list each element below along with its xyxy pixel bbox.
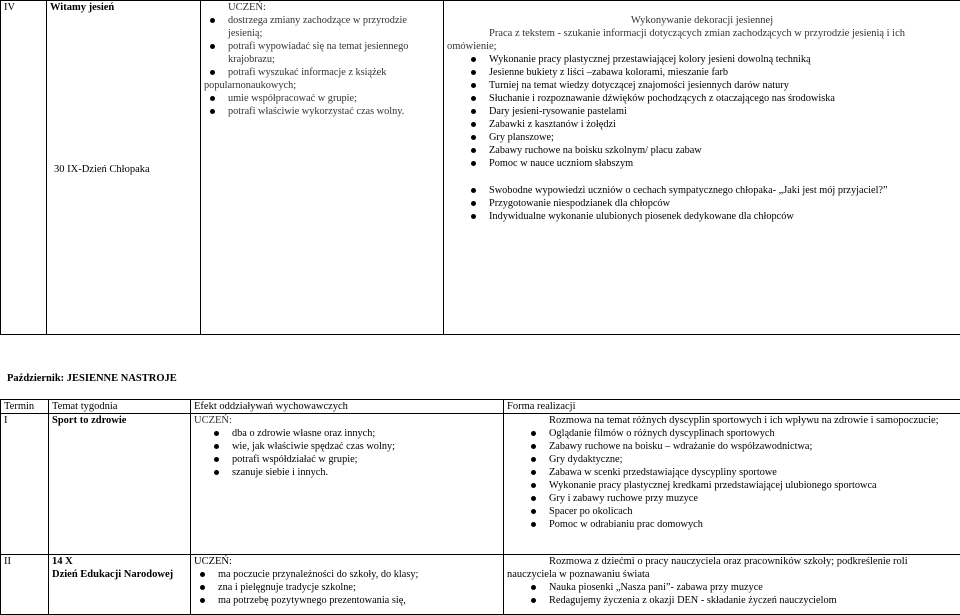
form-item: Zabawy ruchowe na boisku – wdrażanie do współzawodnictwa; [525, 440, 957, 453]
table-row [1, 555, 960, 615]
form-item: Oglądanie filmów o różnych dyscyplinach sportowych [525, 427, 957, 440]
effect-item [204, 66, 440, 92]
form-item: Pomoc w odrabianiu prac domowych [525, 518, 957, 531]
form-item: Wykonanie pracy plastycznej przestawiającej kolory jesieni dowolną techniką [465, 53, 957, 66]
forms-list [447, 53, 957, 170]
term-value: IV [4, 2, 15, 13]
form-item: Przygotowanie niespodzianek dla chłopców [465, 197, 917, 210]
form-item: Dary jesieni-rysowanie pastelami [465, 105, 957, 118]
forms-cell [504, 414, 960, 555]
form-item: Zabawki z kasztanów i żołędzi [465, 118, 957, 131]
effect-item: ma poczucie przynależności do szkoły, do klasy; [194, 568, 500, 581]
effect-item: szanuje siebie i innych. [208, 466, 500, 479]
topic-cell: Sport to zdrowie [49, 414, 191, 555]
effects-cell [191, 414, 504, 555]
effect-item: zna i pielęgnuje tradycje szkolne; [194, 581, 500, 594]
form-item: Gry planszowe; [465, 131, 957, 144]
forms-first [507, 414, 957, 427]
effect-item: wie, jak właściwie spędzać czas wolny; [208, 440, 500, 453]
topic-cell [49, 555, 191, 615]
effects-header: UCZEŃ: [194, 414, 500, 427]
effects-cell [191, 555, 504, 615]
forms-first-text: Rozmowa z dziećmi o pracy nauczyciela oraz pracowników szkoły; podkreślenie roli nauczyciela w poznawaniu świata [507, 556, 908, 580]
forms-list [507, 581, 957, 607]
form-item: Zabawy ruchowe na boisku szkolnym/ placu zabaw [465, 144, 957, 157]
day-label: 30 IX-Dzień Chłopaka [54, 163, 150, 176]
forms-first [507, 555, 957, 581]
effects-cell [201, 1, 444, 335]
forms-intro-text: Praca z tekstem - szukanie informacji dotyczących zmian zachodzących w przyrodzie jesienią i ich omówienie; [447, 28, 905, 52]
form-item: Redagujemy życzenia z okazji DEN - składanie życzeń nauczycielom [525, 594, 957, 607]
week-topic: Witamy jesień [50, 1, 197, 14]
effect-text: potrafi wyszukać informacje z książek popularnonaukowych; [204, 67, 386, 91]
form-item: Zabawa w scenki przedstawiające dyscypliny sportowe [525, 466, 957, 479]
form-item: Jesienne bukiety z liści –zabawa kolorami, mieszanie farb [465, 66, 957, 79]
week-table-october [0, 399, 960, 615]
topic-date: 14 X [52, 555, 187, 568]
effect-item: potrafi współdziałać w grupie; [208, 453, 500, 466]
form-item: Słuchanie i rozpoznawanie dźwięków pochodzących z otaczającego nas środowiska [465, 92, 957, 105]
form-item: Indywidualne wykonanie ulubionych piosenek dedykowane dla chłopców [465, 210, 917, 223]
effects-list [194, 427, 500, 479]
effects-header: UCZEŃ: [204, 1, 440, 14]
form-item: Swobodne wypowiedzi uczniów o cechach sympatycznego chłopaka- „Jaki jest mój przyjaciel?” [465, 184, 917, 197]
term-cell [1, 1, 47, 335]
forms-list-day [447, 184, 957, 223]
header-forms: Forma realizacji [504, 400, 960, 414]
forms-first-text: Rozmowa na temat różnych dyscyplin sportowych i ich wpływu na zdrowie i samopoczucie; [549, 415, 939, 426]
form-item: Nauka piosenki „Nasza pani”- zabawa przy muzyce [525, 581, 957, 594]
form-item: Pomoc w nauce uczniom słabszym [465, 157, 957, 170]
term-cell: I [1, 414, 49, 555]
forms-title: Wykonywanie dekoracji jesiennej [447, 14, 957, 27]
term-cell: II [1, 555, 49, 615]
form-item: Turniej na temat wiedzy dotyczącej znajomości jesiennych darów natury [465, 79, 957, 92]
header-row [1, 400, 960, 414]
forms-cell [504, 555, 960, 615]
effect-item: potrafi wypowiadać się na temat jesiennego krajobrazu; [204, 40, 440, 66]
topic-title: Dzień Edukacji Narodowej [52, 568, 187, 581]
effect-item: ma potrzebę pozytywnego prezentowania się, [194, 594, 500, 607]
forms-cell [444, 1, 960, 335]
form-item: Wykonanie pracy plastycznej kredkami przedstawiającej ulubionego sportowca [525, 479, 957, 492]
topic-cell [47, 1, 201, 335]
effect-item: dba o zdrowie własne oraz innych; [208, 427, 500, 440]
effects-list [204, 14, 440, 118]
table-row [1, 414, 960, 555]
header-term: Termin [1, 400, 49, 414]
form-item: Spacer po okolicach [525, 505, 957, 518]
effect-item: potrafi właściwie wykorzystać czas wolny. [204, 105, 440, 118]
header-effects: Efekt oddziaływań wychowawczych [191, 400, 504, 414]
form-item: Gry i zabawy ruchowe przy muzyce [525, 492, 957, 505]
effects-header: UCZEŃ: [194, 555, 500, 568]
effects-list [194, 568, 500, 607]
effect-item: dostrzega zmiany zachodzące w przyrodzie jesienią; [204, 14, 440, 40]
forms-intro [447, 27, 957, 53]
header-topic: Temat tygodnia [49, 400, 191, 414]
month-heading: Październik: JESIENNE NASTROJE [7, 373, 177, 384]
forms-list [507, 427, 957, 531]
form-item: Gry dydaktyczne; [525, 453, 957, 466]
effect-item: umie współpracować w grupie; [204, 92, 440, 105]
